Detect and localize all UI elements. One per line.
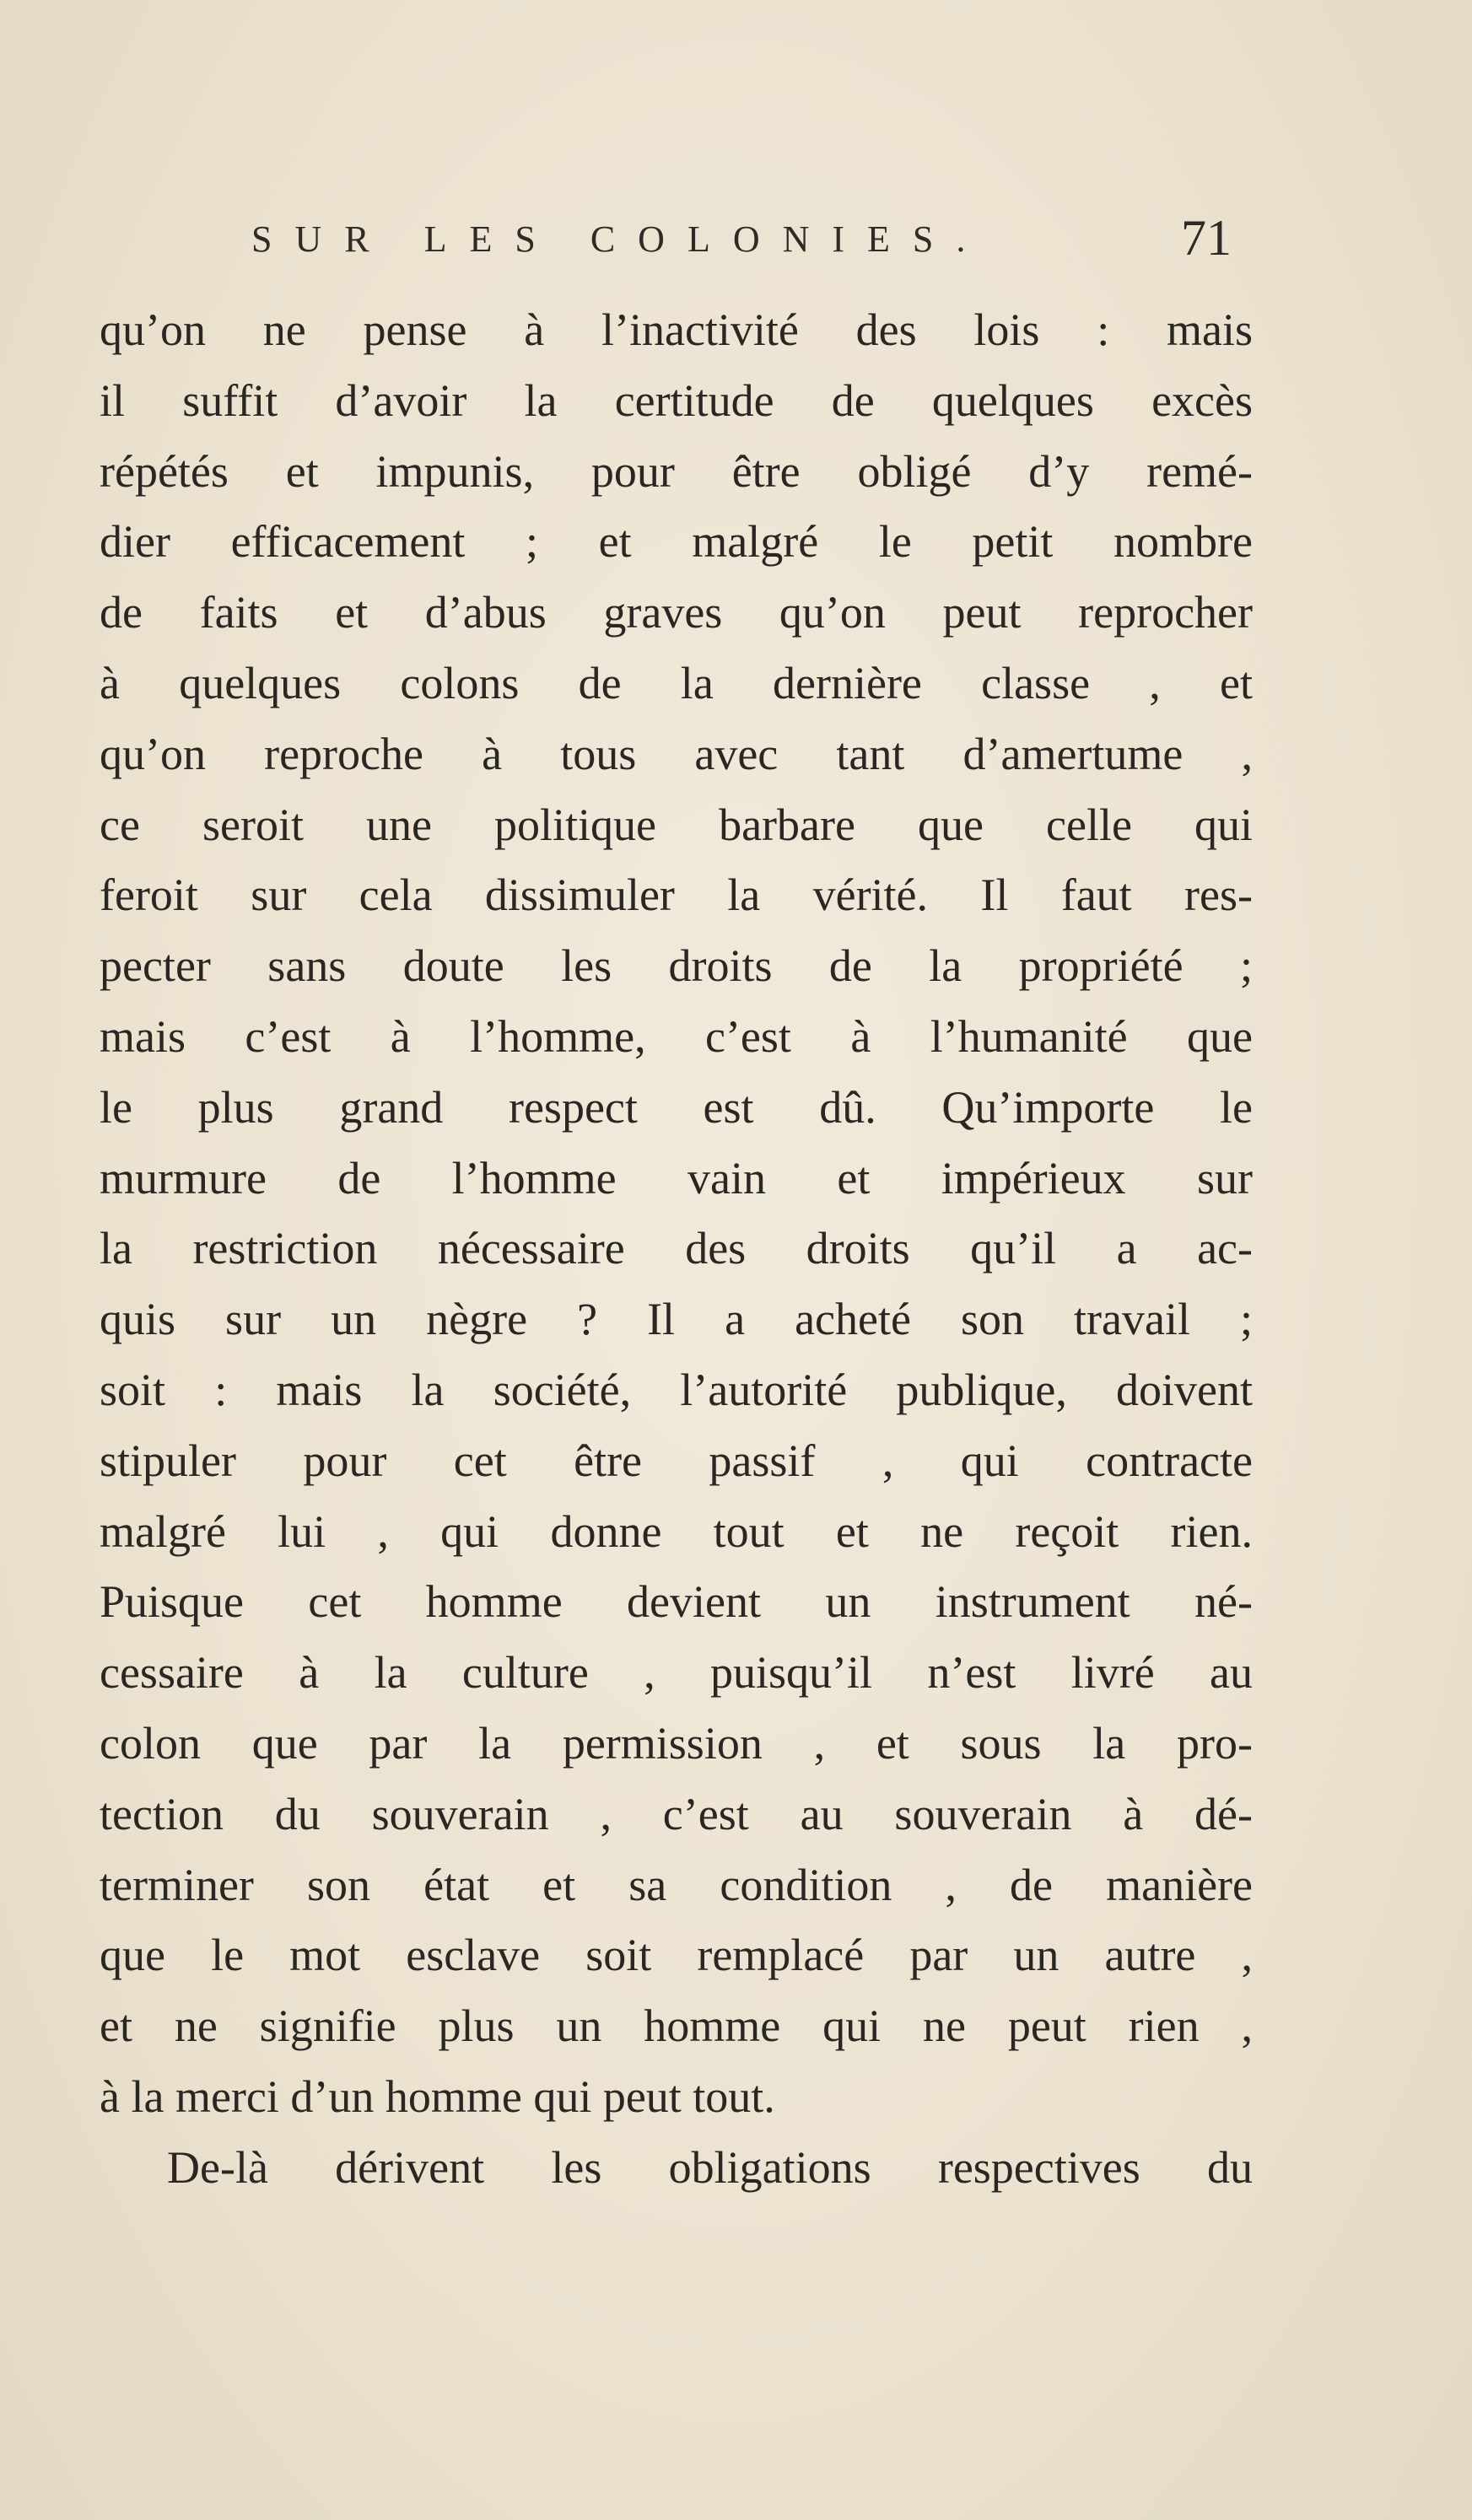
body-text xyxy=(100,295,1253,2204)
text-line: pecter sans doute les droits de la propriété ; xyxy=(100,940,1253,992)
paragraph-end-line: à la merci d’un homme qui peut tout. xyxy=(100,2070,775,2122)
text-line: la restriction nécessaire des droits qu’il a ac- xyxy=(100,1223,1253,1274)
text-line: terminer son état et sa condition , de manière xyxy=(100,1859,1253,1910)
text-line: répétés et impunis, pour être obligé d’y remé- xyxy=(100,445,1253,497)
paragraph-start-line: De-là dérivent les obligations respectives du xyxy=(167,2141,1253,2193)
text-line: quis sur un nègre ? Il a acheté son travail ; xyxy=(100,1294,1253,1345)
text-line: dier efficacement ; et malgré le petit nombre xyxy=(100,516,1253,568)
text-line: qu’on reproche à tous avec tant d’amertume , xyxy=(100,728,1253,779)
text-line: que le mot esclave soit remplacé par un autre , xyxy=(100,1930,1253,1981)
page-number: 71 xyxy=(1181,210,1232,266)
text-line: cessaire à la culture , puisqu’il n’est livré au xyxy=(100,1647,1253,1699)
running-head: SUR LES COLONIES. xyxy=(251,218,989,260)
text-line: il suffit d’avoir la certitude de quelques excès xyxy=(100,374,1253,426)
text-line: à quelques colons de la dernière classe , et xyxy=(100,657,1253,708)
text-line: stipuler pour cet être passif , qui contracte xyxy=(100,1435,1253,1486)
text-line: colon que par la permission , et sous la pro- xyxy=(100,1717,1253,1769)
text-line: de faits et d’abus graves qu’on peut reprocher xyxy=(100,587,1253,638)
text-line: et ne signifie plus un homme qui ne peut rien , xyxy=(100,2000,1253,2052)
text-line: malgré lui , qui donne tout et ne reçoit rien. xyxy=(100,1505,1253,1557)
page-header xyxy=(251,209,1232,277)
text-line: feroit sur cela dissimuler la vérité. Il faut res- xyxy=(100,870,1253,921)
text-line: Puisque cet homme devient un instrument né- xyxy=(100,1576,1253,1628)
text-line: mais c’est à l’homme, c’est à l’humanité que xyxy=(100,1010,1253,1062)
text-line: le plus grand respect est dû. Qu’importe le xyxy=(100,1081,1253,1133)
text-line: murmure de l’homme vain et impérieux sur xyxy=(100,1152,1253,1203)
text-line: tection du souverain , c’est au souverain à dé- xyxy=(100,1788,1253,1839)
text-line: soit : mais la société, l’autorité publique, doivent xyxy=(100,1364,1253,1415)
text-line: qu’on ne pense à l’inactivité des lois : mais xyxy=(100,304,1253,355)
text-line: ce seroit une politique barbare que celle qui xyxy=(100,799,1253,850)
